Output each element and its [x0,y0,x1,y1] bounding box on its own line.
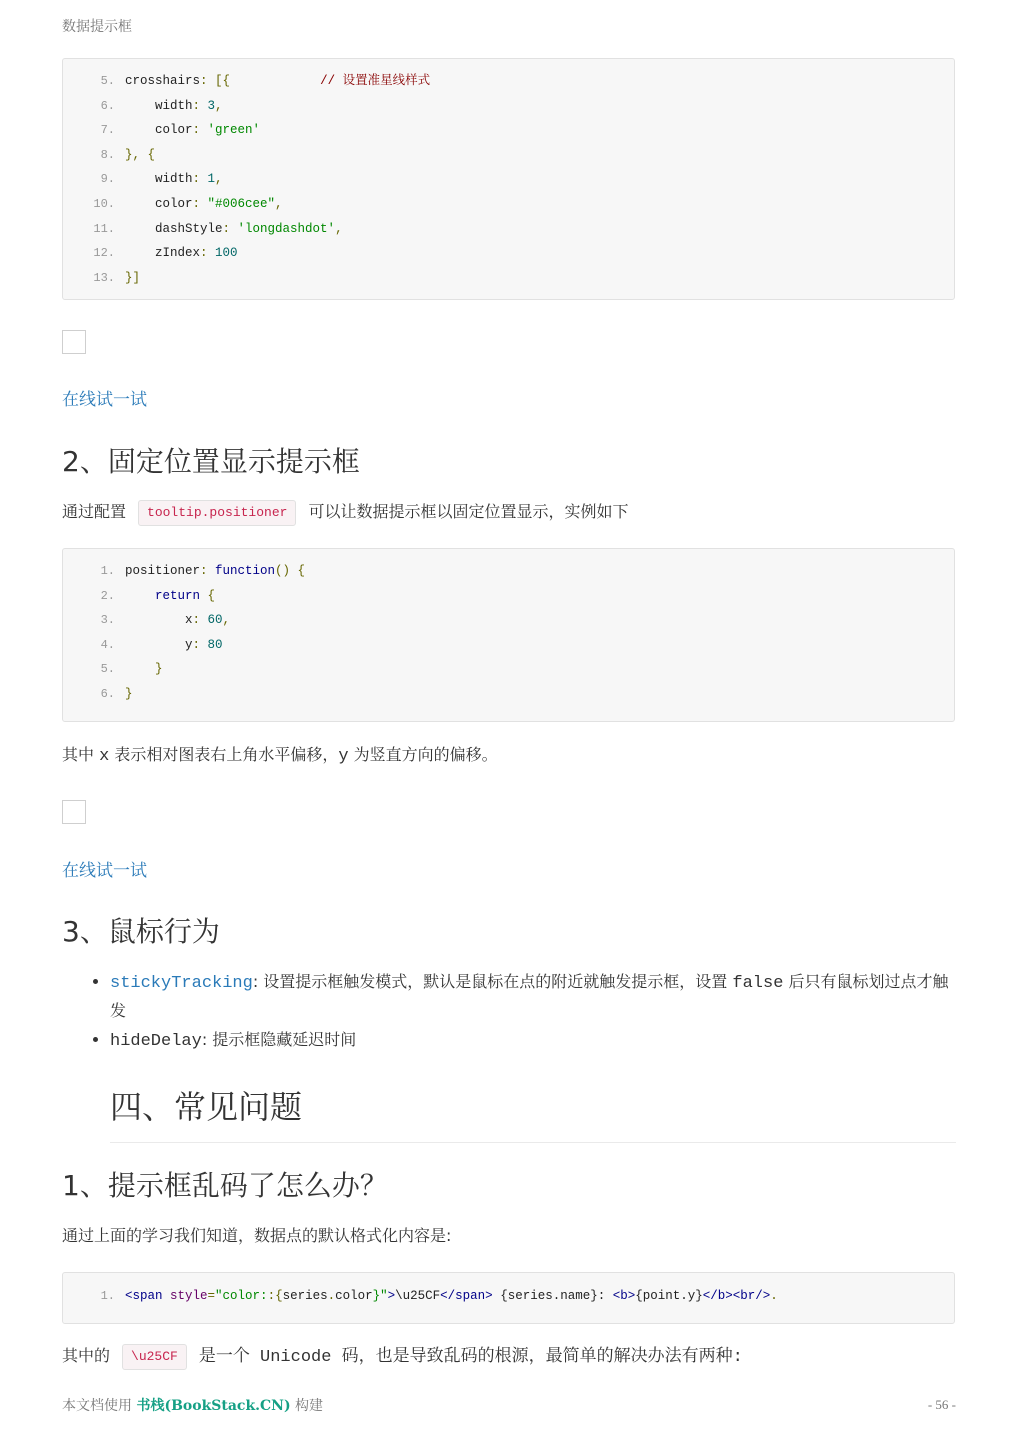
outro-text-after: 是一个 Unicode 码，也是导致乱码的根源，最简单的解决办法有两种: [198,1348,743,1367]
code-token [230,74,320,88]
bullet-text: : 设置提示框触发模式，默认是鼠标在点的附近就触发提示框，设置 [252,972,733,991]
list-item [110,968,955,1024]
code-line [63,96,223,116]
inline-code-u25cf: \u25CF [122,1344,187,1370]
footer-prefix: 本文档使用 [62,1398,137,1414]
code-token: } [125,662,163,677]
line-number: 3. [100,613,115,628]
code-line [63,71,430,91]
code-token: positioner [125,564,201,578]
code-token: 60 [207,613,223,628]
code-text [125,145,155,165]
code-block-positioner [62,548,955,722]
xy-text-2: 表示相对图表右上角水平偏移， [109,745,339,764]
code-token: , [335,221,343,236]
code-token: }] [125,270,141,285]
intro-text-after: 可以让数据提示框以固定位置显示，实例如下 [308,502,629,521]
inline-code-positioner: tooltip.positioner [138,500,296,526]
code-token: }" [372,1289,388,1303]
line-number: 10. [93,197,115,211]
code-text [125,586,215,606]
line-number: 6. [100,98,115,113]
code-line [63,219,343,239]
line-number: 1. [100,564,115,578]
code-token: , [215,172,223,187]
code-token: return [155,588,201,603]
code-text [125,194,283,214]
line-number: 9. [100,172,115,187]
line-number: 1. [100,1289,115,1303]
code-token: dashStyle [125,221,223,236]
code-token: . [327,1289,336,1303]
code-token: width [125,98,193,113]
line-number: 4. [100,637,115,652]
line-number: 11. [93,221,115,236]
code-text [125,219,343,239]
code-text [125,96,223,116]
section-heading-fixed-position: 2、固定位置显示提示框 [62,445,360,478]
false-code: false [732,974,784,993]
code-block-point-format [62,1272,955,1324]
code-text [125,684,133,704]
code-token: : [192,172,208,187]
line-number: 7. [100,123,115,138]
code-token: 1 [207,172,216,187]
code-token: : [200,564,216,578]
line-number: 12. [93,246,115,261]
code-token: , [275,197,283,211]
code-token: "#006cee" [207,197,276,211]
line-number: 6. [100,687,115,701]
code-token: // 设置准星线样式 [320,74,431,88]
code-token: {series.name}: [492,1289,613,1303]
code-token: , [215,98,223,113]
code-token: crosshairs [125,74,201,88]
code-text [125,71,430,91]
code-token: <b> [612,1289,636,1303]
code-token: . [770,1289,778,1303]
code-token: 'green' [207,123,261,138]
code-token: [{ [215,74,231,88]
code-token: : [222,221,238,236]
unicode-explanation [62,1342,743,1372]
code-block-crosshairs [62,58,955,300]
code-token: "color: [215,1289,268,1303]
code-token: : [192,197,208,211]
bullet-text: 后只有鼠标划过点才触发 [110,972,949,1020]
code-token: : [200,246,216,261]
code-line [63,1286,778,1306]
section-heading-garbled: 1、提示框乱码了怎么办？ [62,1169,388,1202]
code-token: series [282,1289,328,1303]
footer-credit [62,1395,323,1415]
code-token: color [125,123,193,138]
code-token: </span> [440,1289,493,1303]
code-token: : [200,74,216,88]
code-token: :{ [267,1289,283,1303]
code-token: 3 [207,98,216,113]
code-token: color [335,1289,373,1303]
code-token: width [125,172,193,187]
code-token: <span [125,1289,163,1303]
code-line [63,145,155,165]
bullet-text: : 提示框隐藏延迟时间 [201,1030,357,1049]
code-text [125,561,305,581]
positioner-intro [62,498,628,526]
page-number: - 56 - [927,1397,956,1412]
x-code: x [99,747,110,766]
code-token: : [192,123,208,138]
footer-brand-link[interactable]: 书栈(BookStack.CN) [136,1398,291,1414]
code-line [63,120,260,140]
code-text [125,243,238,263]
code-token: 100 [215,246,238,261]
code-token: 80 [207,637,223,652]
code-line [63,610,230,630]
code-token: \u25CF [395,1289,441,1303]
code-text [125,169,223,189]
code-token: }, { [125,147,156,162]
code-token: : [192,98,208,113]
line-number: 5. [100,662,115,677]
image-placeholder-icon [62,330,86,354]
y-code: y [338,747,349,766]
intro-text-before: 通过配置 [62,502,127,521]
code-token: zIndex [125,246,201,261]
code-token: : [192,637,208,652]
code-line [63,635,223,655]
outro-text-before: 其中的 [62,1346,111,1365]
code-line [63,586,215,606]
code-line [63,194,283,214]
code-text [125,635,223,655]
code-token: { [200,588,216,603]
code-token: () { [275,564,306,578]
try-online-link[interactable]: 在线试一试 [62,390,147,410]
xy-text-1: 其中 [62,745,100,764]
code-token: x [125,613,193,628]
code-token: </b><br/> [702,1289,771,1303]
image-placeholder-icon [62,800,86,824]
code-line [63,169,223,189]
code-line [63,684,133,704]
code-token: function [215,564,276,578]
code-token: style [162,1289,208,1303]
line-number: 5. [100,74,115,88]
code-token: color [125,197,193,211]
garbled-intro: 通过上面的学习我们知道，数据点的默认格式化内容是: [62,1226,452,1245]
code-text [125,120,260,140]
code-token: = [207,1289,216,1303]
chapter-heading-faq: 四、常见问题 [110,1082,956,1143]
code-token: : [192,613,208,628]
line-number: 8. [100,147,115,162]
line-number: 2. [100,588,115,603]
code-token: y [125,637,193,652]
code-text [125,268,140,288]
list-item [110,1026,955,1055]
code-token: 'longdashdot' [237,221,336,236]
running-title: 数据提示框 [62,19,132,35]
code-token: , [222,613,231,628]
footer-suffix: 构建 [290,1398,324,1414]
xy-text-3: 为竖直方向的偏移。 [348,745,498,764]
code-text [125,1286,778,1306]
code-token: } [125,687,133,701]
code-line [63,268,140,288]
code-token: {point.y} [635,1289,703,1303]
hide-delay-term: hideDelay [110,1032,202,1051]
code-line [63,561,305,581]
sticky-tracking-link[interactable]: stickyTracking [110,974,253,993]
code-text [125,610,230,630]
code-token: > [387,1289,396,1303]
code-text [125,659,163,679]
try-online-link[interactable]: 在线试一试 [62,861,147,881]
xy-explanation [62,741,498,771]
line-number: 13. [93,270,115,285]
section-heading-mouse-behavior: 3、鼠标行为 [62,915,220,948]
mouse-options-list [62,968,955,1057]
code-line [63,659,163,679]
code-line [63,243,238,263]
code-token [125,589,155,603]
